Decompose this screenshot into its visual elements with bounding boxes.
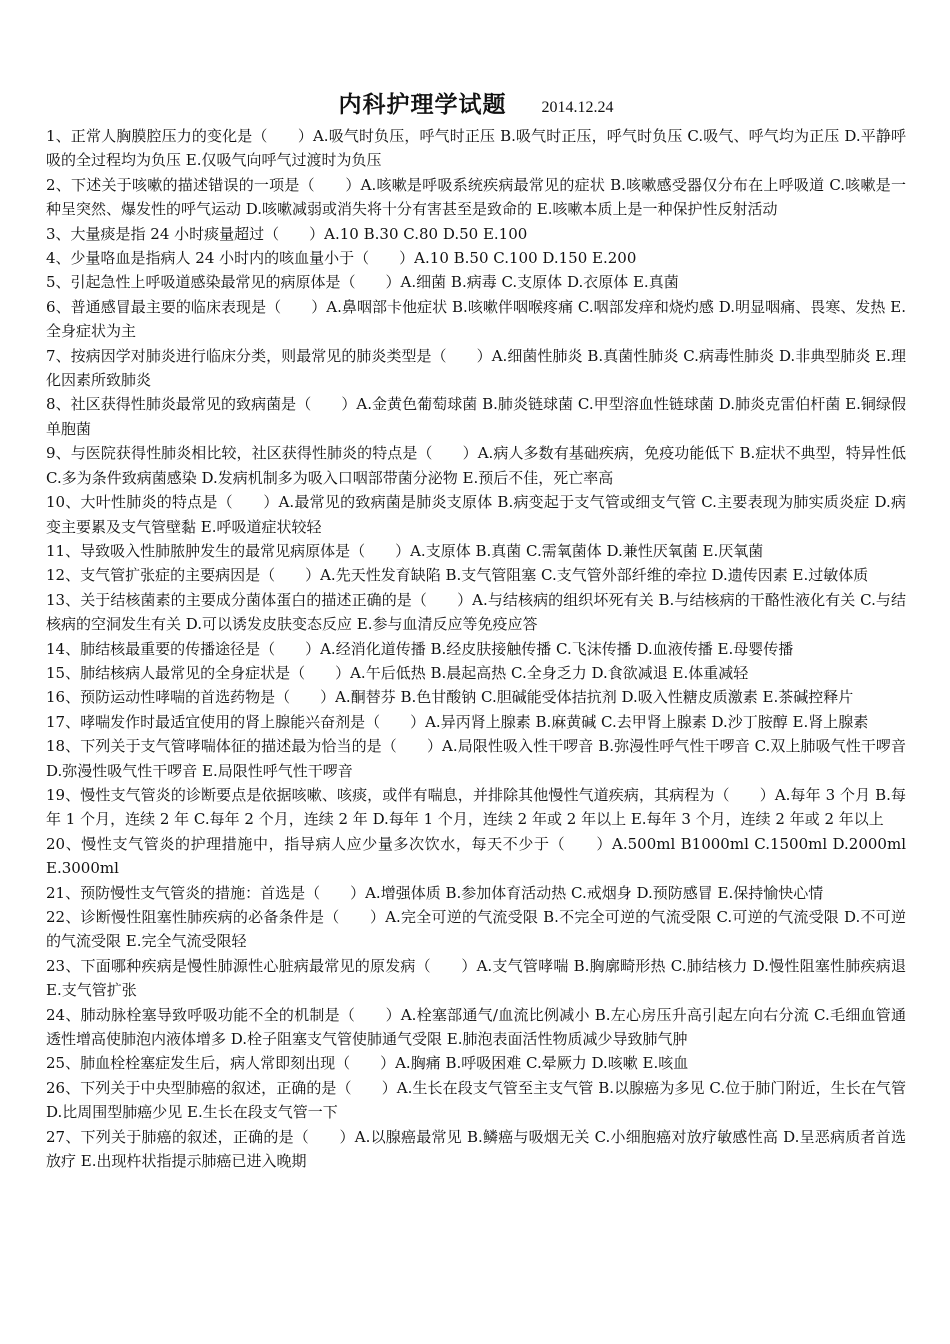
question-item: 5、引起急性上呼吸道感染最常见的病原体是（ ）A.细菌 B.病毒 C.支原体 D.衣原体 E.真菌 xyxy=(46,273,679,292)
question-item: 6、普通感冒最主要的临床表现是（ ）A.鼻咽部卡他症状 B.咳嗽伴咽喉疼痛 C.咽部发痒和烧灼感 D.明显咽痛、畏寒、发热 E.全身症状为主 xyxy=(46,297,906,341)
question-item: 15、肺结核病人最常见的全身症状是（ ）A.午后低热 B.晨起高热 C.全身乏力 D.食欲减退 E.体重减轻 xyxy=(46,663,749,682)
question-item: 17、哮喘发作时最适宜使用的肾上腺能兴奋剂是（ ）A.异丙肾上腺素 B.麻黄碱 C.去甲肾上腺素 D.沙丁胺醇 E.肾上腺素 xyxy=(46,712,869,731)
question-item: 8、社区获得性肺炎最常见的致病菌是（ ）A.金黄色葡萄球菌 B.肺炎链球菌 C.甲型溶血性链球菌 D.肺炎克雷伯杆菌 E.铜绿假单胞菌 xyxy=(46,395,906,438)
question-item: 19、慢性支气管炎的诊断要点是依据咳嗽、咳痰，或伴有喘息，并排除其他慢性气道疾病，其病程为（ ）A.每年 3 个月 B.每年 1 个月，连续 2 年 C.每年 2 个月，连续 2 年 D.每年 1 个月，连续 2 年或 2 年以上 E.每年 3 个月，连续 2 年或 2 年以上 xyxy=(46,785,906,829)
question-item: 23、下面哪种疾病是慢性肺源性心脏病最常见的原发病（ ）A.支气管哮喘 B.胸廓畸形热 C.肺结核力 D.慢性阻塞性肺疾病退 E.支气管扩张 xyxy=(46,956,906,1000)
question-item: 16、预防运动性哮喘的首选药物是（ ）A.酮替芬 B.色甘酸钠 C.胆碱能受体拮抗剂 D.吸入性糖皮质激素 E.茶碱控释片 xyxy=(46,688,854,707)
question-item: 11、导致吸入性肺脓肿发生的最常见病原体是（ ）A.支原体 B.真菌 C.需氧菌体 D.兼性厌氧菌 E.厌氧菌 xyxy=(46,541,764,560)
question-item: 22、诊断慢性阻塞性肺疾病的必备条件是（ ）A.完全可逆的气流受限 B.不完全可逆的气流受限 C.可逆的气流受限 D.不可逆的气流受限 E.完全气流受限轻 xyxy=(46,908,906,951)
question-item: 4、少量咯血是指病人 24 小时内的咳血量小于（ ）A.10 B.50 C.100 D.150 E.200 xyxy=(46,249,637,268)
question-item: 14、肺结核最重要的传播途径是（ ）A.经消化道传播 B.经皮肤接触传播 C.飞沫传播 D.血液传播 E.母婴传播 xyxy=(46,639,794,658)
question-item: 20、慢性支气管炎的护理措施中，指导病人应少量多次饮水，每天不少于（ ）A.500ml B1000ml C.1500ml D.2000ml E.3000ml xyxy=(46,834,906,878)
question-list xyxy=(46,124,906,1173)
question-item: 21、预防慢性支气管炎的措施：首选是（ ）A.增强体质 B.参加体育活动热 C.戒烟身 D.预防感冒 E.保持愉快心情 xyxy=(46,883,824,902)
question-item: 12、支气管扩张症的主要病因是（ ）A.先天性发育缺陷 B.支气管阻塞 C.支气管外部纤维的牵拉 D.遗传因素 E.过敏体质 xyxy=(46,566,869,585)
question-item: 1、正常人胸膜腔压力的变化是（ ）A.吸气时负压，呼气时正压 B.吸气时正压，呼气时负压 C.吸气、呼气均为正压 D.平静呼吸的全过程均为负压 E.仅吸气向呼气过渡时为负压 xyxy=(46,127,906,170)
question-item: 3、大量痰是指 24 小时痰量超过（ ）A.10 B.30 C.80 D.50 E.100 xyxy=(46,224,528,243)
question-item: 26、下列关于中央型肺癌的叙述，正确的是（ ）A.生长在段支气管至主支气管 B.以腺癌为多见 C.位于肺门附近，生长在气管 D.比周围型肺癌少见 E.生长在段支气管一下 xyxy=(46,1078,906,1122)
question-item: 25、肺血栓栓塞症发生后，病人常即刻出现（ ）A.胸痛 B.呼吸困难 C.晕厥力 D.咳嗽 E.咳血 xyxy=(46,1054,689,1073)
question-item: 9、与医院获得性肺炎相比较，社区获得性肺炎的特点是（ ）A.病人多数有基础疾病，免疫功能低下 B.症状不典型，特异性低 C.多为条件致病菌感染 D.发病机制多为吸入口咽部带菌分泌物 E.预后不佳，死亡率高 xyxy=(46,444,906,487)
question-item: 7、按病因学对肺炎进行临床分类，则最常见的肺炎类型是（ ）A.细菌性肺炎 B.真菌性肺炎 C.病毒性肺炎 D.非典型肺炎 E.理化因素所致肺炎 xyxy=(46,346,906,390)
question-item: 24、肺动脉栓塞导致呼吸功能不全的机制是（ ）A.栓塞部通气/血流比例减小 B.左心房压升高引起左向右分流 C.毛细血管通透性增高使肺泡内液体增多 D.栓子阻塞支气管使肺通气受限 E.肺泡表面活性物质减少导致肺气肿 xyxy=(46,1005,906,1049)
question-item: 10、大叶性肺炎的特点是（ ）A.最常见的致病菌是肺炎支原体 B.病变起于支气管或细支气管 C.主要表现为肺实质炎症 D.病变主要累及支气管壁黏 E.呼吸道症状较轻 xyxy=(46,493,906,536)
question-item: 13、关于结核菌素的主要成分菌体蛋白的描述正确的是（ ）A.与结核病的组织坏死有关 B.与结核病的干酪性液化有关 C.与结核病的空洞发生有关 D.可以诱发皮肤变态反应 E.参与血清反应等免疫应答 xyxy=(46,590,906,634)
exam-date: 2014.12.24 xyxy=(541,99,614,116)
page-title: 内科护理学试题 xyxy=(338,91,507,118)
question-item: 2、下述关于咳嗽的描述错误的一项是（ ）A.咳嗽是呼吸系统疾病最常见的症状 B.咳嗽感受器仅分布在上呼吸道 C.咳嗽是一种呈突然、爆发性的呼气运动 D.咳嗽减弱或消失将十分有害甚至是致命的 E.咳嗽本质上是一种保护性反射活动 xyxy=(46,175,906,219)
question-item: 27、下列关于肺癌的叙述，正确的是（ ）A.以腺癌最常见 B.鳞癌与吸烟无关 C.小细胞癌对放疗敏感性高 D.呈恶病质者首选放疗 E.出现杵状指提示肺癌已进入晚期 xyxy=(46,1127,906,1171)
title-row xyxy=(46,86,906,116)
question-item: 18、下列关于支气管哮喘体征的描述最为恰当的是（ ）A.局限性吸入性干啰音 B.弥漫性呼气性干啰音 C.双上肺吸气性干啰音 D.弥漫性吸气性干啰音 E.局限性呼气性干啰音 xyxy=(46,737,906,780)
